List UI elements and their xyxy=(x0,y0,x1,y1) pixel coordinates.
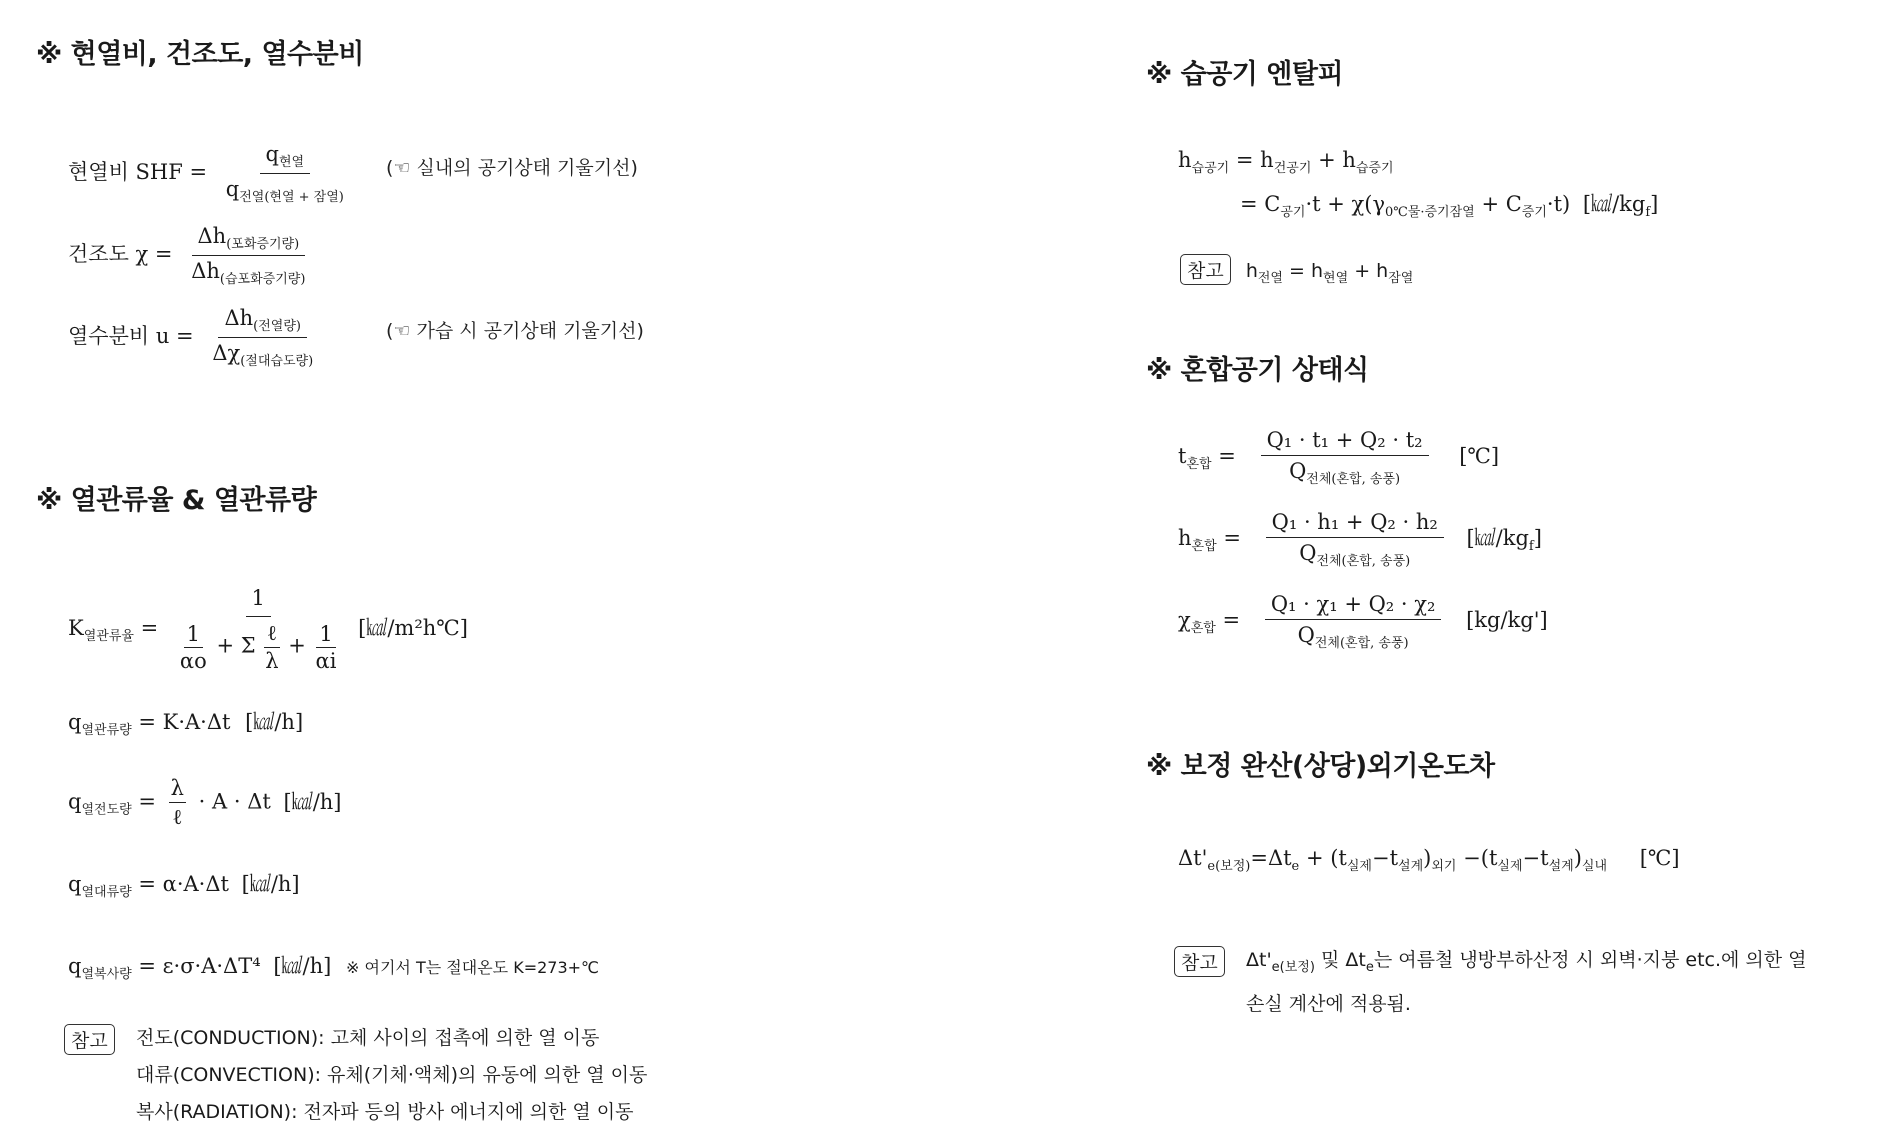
dryness-lhs: 건조도 χ = xyxy=(68,242,173,266)
reference-label: 참고 xyxy=(64,1024,115,1055)
formula-mix-x: $\chi_{혼합}$ = $\frac{\text{Q₁ · χ₁ + Q₂ · χ₂}}{Q_{전체(혼합, 송풍)}}$ [kg/kg'] xyxy=(1178,592,1548,651)
shf-note: (☜ 실내의 공기상태 기울기선) xyxy=(386,157,638,179)
k-fraction: 1 $\frac{1}{\alpha o}$ + Σ $\frac{\text{ℓ}}{\lambda}$ + $\frac{1}{\alpha i}$ xyxy=(179,586,337,673)
reference-line-conduction: 전도(CONDUCTION): 고체 사이의 접촉에 의한 열 이동 xyxy=(136,1027,600,1049)
section-title-enthalpy: ※ 습공기 엔탈피 xyxy=(1146,59,1344,90)
reference-line-convection: 대류(CONVECTION): 유체(기체·액체)의 유동에 의한 열 이동 xyxy=(136,1064,648,1086)
formula-dryness xyxy=(68,224,317,287)
shf-fraction: $\frac{q_{현열}}{q_{전열(현열 + 잠열)}}$ xyxy=(225,142,344,205)
formula-q-radiation: $q_{열복사량} = \varepsilon\cdot\sigma\cdot A\cdot\Delta T^4$ [㎉/h] ※ 여기서 T는 절대온도 K=273+℃ xyxy=(68,954,600,982)
section-title-heat-transmission: ※ 열관류율 & 열관류량 xyxy=(36,485,317,516)
formula-q-convection: $q_{열대류량} = \alpha\cdot A\cdot\Delta t$ [㎉/h] xyxy=(68,872,300,900)
section-title-temp-difference: ※ 보정 완산(상당)외기온도차 xyxy=(1146,751,1495,782)
reference-lines xyxy=(136,1020,647,1131)
formula-moisture-ratio xyxy=(68,306,325,369)
formula-enthalpy-line1: $h_{습공기} = h_{건공기} + h_{습증기}$ xyxy=(1178,148,1394,176)
reference-temp-lines: $\Delta t'_{e(보정)}$ 및 $\Delta t_e$는 여름철 냉방부하산정 시 외벽·지붕 etc.에 의한 열 손실 계산에 적용됨. xyxy=(1246,949,1807,1015)
k-unit: [㎉/m²h℃] xyxy=(358,616,468,640)
radiation-note: ※ 여기서 T는 절대온도 K=273+℃ xyxy=(346,958,600,977)
reference-line-radiation: 복사(RADIATION): 전자파 등의 방사 에너지에 의한 열 이동 xyxy=(136,1101,634,1123)
formula-mix-t: $t_{혼합}$ = $\frac{\text{Q₁ · t₁ + Q₂ · t₂}}{Q_{전체(혼합, 송풍)}}$ [℃] xyxy=(1178,428,1500,487)
reference-enthalpy: 참고 $h_{전열} = h_{현열} + h_{잠열}$ xyxy=(1180,254,1413,286)
formula-enthalpy-line2: = $C_{공기}\cdot t + \chi(\gamma_{0℃물\cdot 증기잠열} + C_{증기}\cdot t)$ $[㎉/kg_f]$ xyxy=(1240,192,1659,220)
section-title-mixing: ※ 혼합공기 상태식 xyxy=(1146,355,1369,386)
dryness-fraction: $\frac{\Delta h_{(포화증기량)}}{\Delta h_{(습포화증기량)}}$ xyxy=(191,224,306,287)
formula-k: $K_{열관류율}$ = 1 $\frac{1}{\alpha o}$ + Σ $\frac{\text{ℓ}}{\lambda}$ + $\frac{1}{\alpha i}$ [㎉/m²h℃] xyxy=(68,586,468,673)
formula-mix-h: $h_{혼합}$ = $\frac{\text{Q₁ · h₁ + Q₂ · h₂}}{Q_{전체(혼합, 송풍)}}$ $[㎉/kg_f]$ xyxy=(1178,510,1542,569)
moisture-note: (☜ 가습 시 공기상태 기울기선) xyxy=(386,320,644,342)
formula-q-conduction: $q_{열전도량}$ = $\frac{\lambda}{\text{ℓ}}$ · A · Δt [㎉/h] xyxy=(68,776,342,829)
moisture-lhs: 열수분비 u = xyxy=(68,324,194,348)
reference-temp-difference xyxy=(1174,946,1225,977)
reference-heat-transfer xyxy=(64,1024,115,1055)
formula-q-transmission: $q_{열관류량} = K\cdot A\cdot\Delta t$ [㎉/h] xyxy=(68,710,304,738)
shf-lhs: 현열비 SHF = xyxy=(68,160,208,184)
reference-label: 참고 xyxy=(1174,946,1225,977)
reference-label: 참고 xyxy=(1180,254,1231,285)
moisture-fraction: $\frac{\Delta h_{(전열량)}}{\Delta\chi_{(절대습도량)}}$ xyxy=(212,306,314,369)
section-title-shf: ※ 현열비, 건조도, 열수분비 xyxy=(36,39,364,70)
formula-temp-difference: $\Delta t'_{e(보정)}=\Delta t_e + (t_{실제}-t_{설계})_{외기} -(t_{실제}-t_{설계})_{실내}$ [℃] xyxy=(1178,846,1680,874)
formula-shf xyxy=(68,142,356,205)
